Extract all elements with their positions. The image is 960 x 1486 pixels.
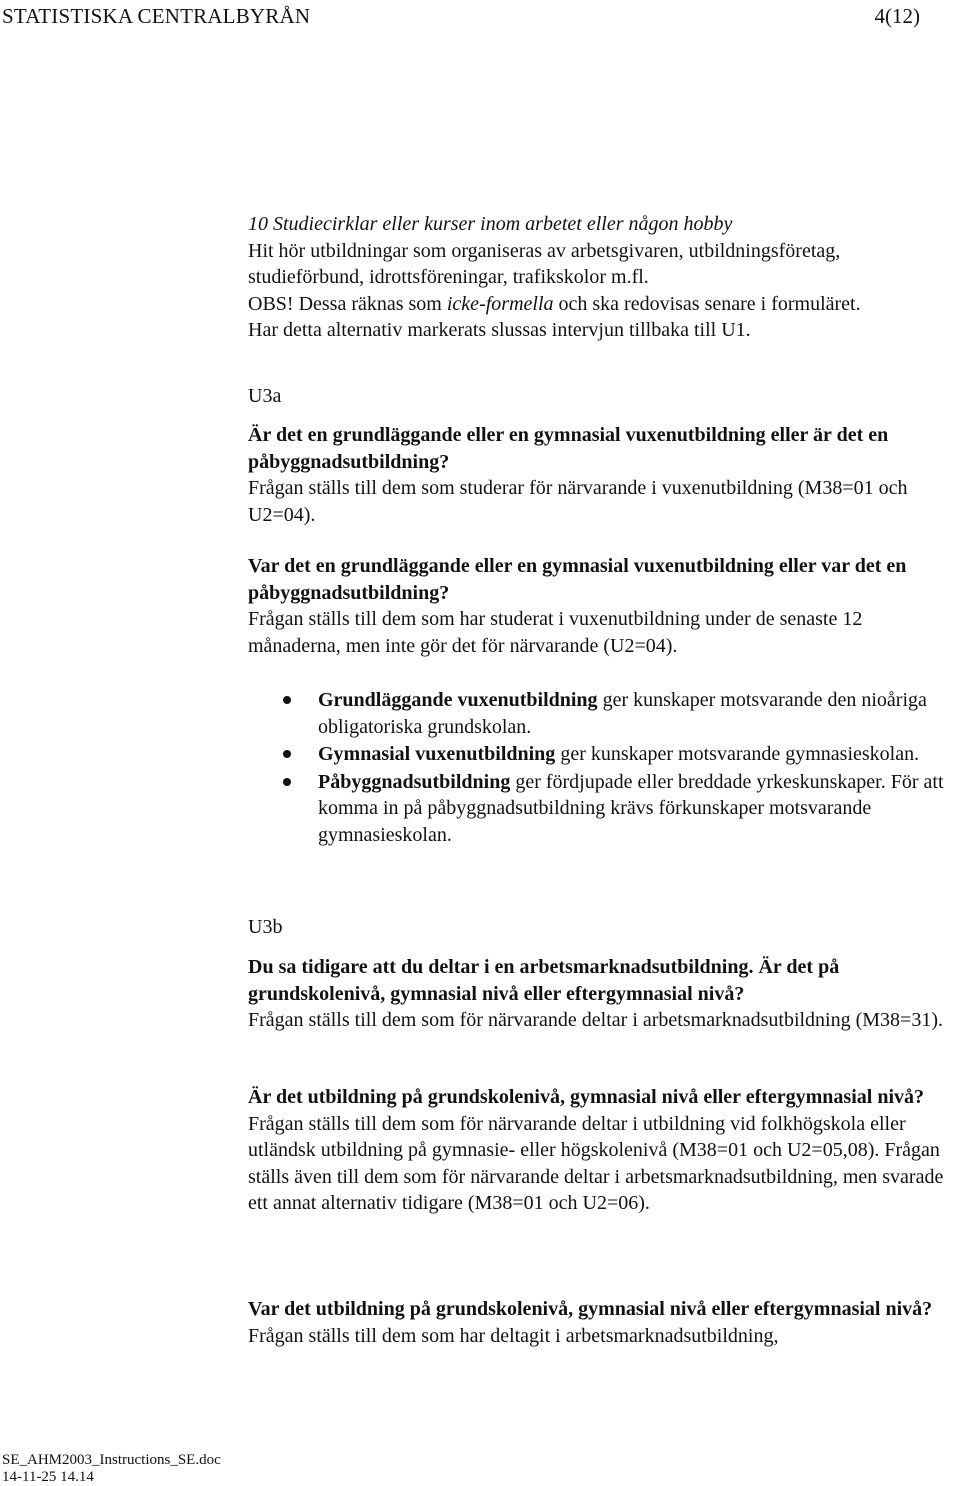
u3a-question-2: [248, 553, 960, 659]
footer-filename: SE_AHM2003_Instructions_SE.doc: [2, 1452, 221, 1468]
u3b-label: U3b: [248, 916, 283, 938]
u3a-q2-note: Frågan ställs till dem som har studerat i vuxenutbildning under de senaste 12 månaderna, men inte gör det för närvarande (U2=04).: [248, 608, 863, 657]
list-item: [248, 741, 960, 768]
bullet-icon: [283, 750, 291, 758]
u3b-q2-note: Frågan ställs till dem som för närvarande deltar i utbildning vid folkhögskola eller utländsk utbildning på gymnasie- eller högskolenivå (M38=01 och U2=05,08). Frågan ställs även till dem som för närvarande deltar i arbetsmarknadsutbildning, men svarade ett annat alternativ tidigare (M38=01 och U2=06).: [248, 1112, 944, 1214]
intro-redirect: Har detta alternativ markerats slussas intervjun tillbaka till U1.: [248, 319, 751, 341]
intro-obs: [248, 291, 960, 318]
intro-block: [248, 211, 960, 344]
definition-term: Gymnasial vuxenutbildning: [318, 743, 556, 765]
obs-suffix: och ska redovisas senare i formuläret.: [553, 292, 861, 315]
u3b-question-1: [248, 954, 960, 1034]
u3a-label: U3a: [248, 385, 282, 407]
u3a-question-1: [248, 422, 960, 528]
u3a-q1-text: Är det en grundläggande eller en gymnasial vuxenutbildning eller är det en påbyggnadsutbildning?: [248, 424, 889, 473]
u3b-question-3: [248, 1296, 960, 1349]
u3b-q1-note: Frågan ställs till dem som för närvarande deltar i arbetsmarknadsutbildning (M38=31).: [248, 1009, 943, 1031]
definition-text: ger fördjupade eller breddade yrkeskunskaper. För att komma in på påbyggnadsutbildning krävs förkunskaper motsvarande gymnasieskolan.: [318, 770, 944, 846]
intro-description: Hit hör utbildningar som organiseras av arbetsgivaren, utbildningsföretag, studieförbund, idrottsföreningar, trafikskolor m.fl.: [248, 239, 841, 288]
u3b-q2-text: Är det utbildning på grundskolenivå, gymnasial nivå eller eftergymnasial nivå?: [248, 1086, 925, 1108]
u3b-q3-note: Frågan ställs till dem som har deltagit i arbetsmarknadsutbildning,: [248, 1324, 779, 1347]
footer-date: 14-11-25 14.14: [2, 1469, 94, 1485]
list-item: [248, 769, 960, 849]
obs-emphasis: icke-formella: [446, 292, 554, 315]
definition-text: ger kunskaper motsvarande den nioåriga obligatoriska grundskolan.: [318, 689, 927, 738]
u3b-question-2: [248, 1084, 960, 1217]
obs-prefix: OBS! Dessa räknas som: [248, 292, 447, 315]
definition-term: Grundläggande vuxenutbildning: [318, 689, 598, 711]
list-item: [248, 687, 960, 740]
definitions-list: [248, 687, 960, 849]
u3b-q3-text: Var det utbildning på grundskolenivå, gymnasial nivå eller eftergymnasial nivå?: [248, 1298, 933, 1320]
definition-text: ger kunskaper motsvarande gymnasieskolan.: [555, 743, 920, 765]
u3a-q2-text: Var det en grundläggande eller en gymnasial vuxenutbildning eller var det en påbyggnadsutbildning?: [248, 555, 907, 604]
intro-heading: 10 Studiecirklar eller kurser inom arbetet eller någon hobby: [248, 213, 733, 235]
bullet-icon: [283, 778, 291, 786]
definition-term: Påbyggnadsutbildning: [318, 770, 511, 793]
header-org: STATISTISKA CENTRALBYRÅN: [2, 4, 311, 28]
footer: [2, 1452, 221, 1486]
u3a-q1-note: Frågan ställs till dem som studerar för närvarande i vuxenutbildning (M38=01 och U2=04).: [248, 477, 908, 526]
bullet-icon: [283, 696, 291, 704]
u3b-q1-text: Du sa tidigare att du deltar i en arbetsmarknadsutbildning. Är det på grundskolenivå, gymnasial nivå eller eftergymnasial nivå?: [248, 956, 840, 1005]
page-number: 4(12): [874, 4, 920, 28]
